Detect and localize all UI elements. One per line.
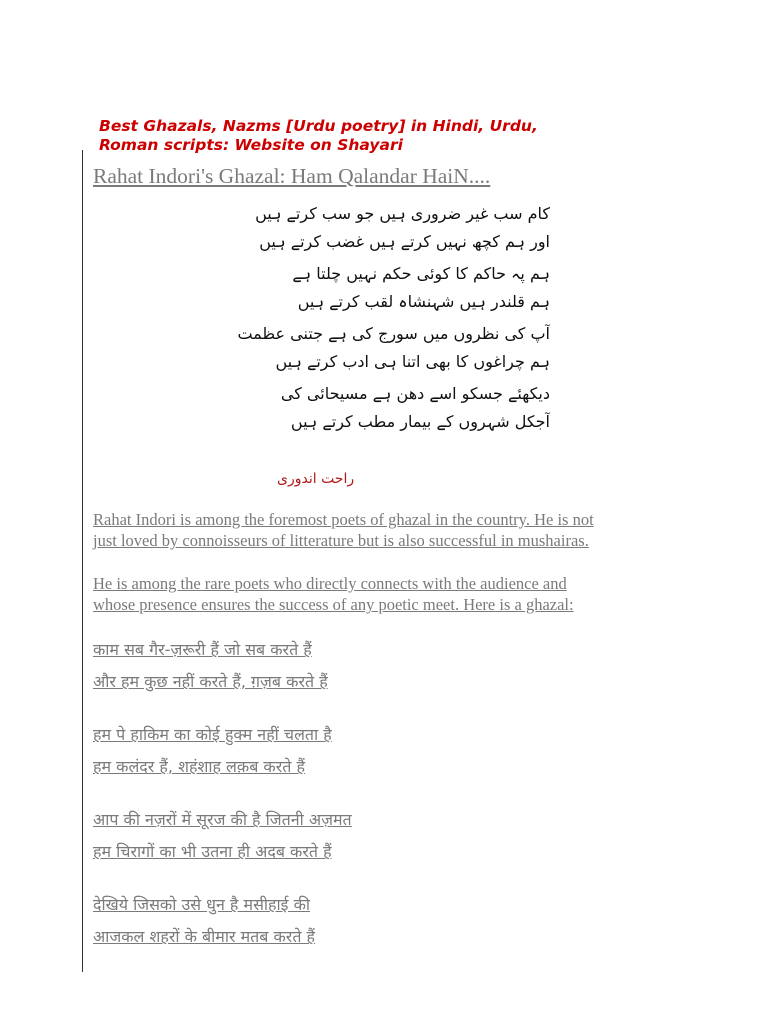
- hindi-line: और हम कुछ नहीं करते हैं, ग़ज़ब करते हैं: [93, 672, 328, 691]
- urdu-line: ہم قلندر ہیں شہنشاہ لقب کرتے ہیں: [297, 292, 550, 311]
- second-paragraph[interactable]: [93, 573, 693, 615]
- intro-paragraph[interactable]: [93, 509, 693, 551]
- paragraph-line: just loved by connoisseurs of litterature but is also successful in mushairas.: [93, 531, 589, 550]
- urdu-line: ہم چراغوں کا بھی اتنا ہی ادب کرتے ہیں: [275, 352, 550, 371]
- post-title-link[interactable]: Rahat Indori's Ghazal: Ham Qalandar HaiN....: [93, 164, 491, 188]
- hindi-couplet-2[interactable]: [93, 719, 332, 783]
- hindi-line: हम कलंदर हैं, शहंशाह लक़ब करते हैं: [93, 757, 305, 776]
- paragraph-line: Rahat Indori is among the foremost poets of ghazal in the country. He is not: [93, 510, 594, 529]
- urdu-text-block: [215, 200, 550, 436]
- hindi-line: हम पे हाकिम का कोई हुक्म नहीं चलता है: [93, 725, 332, 744]
- hindi-couplet-4[interactable]: [93, 889, 315, 953]
- hindi-line: आजकल शहरों के बीमार मतब करते हैं: [93, 927, 316, 946]
- hindi-couplet-1[interactable]: [93, 634, 328, 698]
- urdu-line: ہم پہ حاکم کا کوئی حکم نہیں چلتا ہے: [292, 264, 550, 283]
- hindi-couplet-3[interactable]: [93, 804, 352, 868]
- site-banner[interactable]: [99, 117, 619, 155]
- left-margin-rule: [82, 150, 83, 972]
- hindi-line: काम सब गैर-ज़रूरी हैं जो सब करते हैं: [93, 640, 312, 659]
- urdu-line: کام سب غیر ضروری ہیں جو سب کرتے ہیں: [255, 204, 550, 223]
- urdu-line: اور ہم کچھ نہیں کرتے ہیں غضب کرتے ہیں: [259, 232, 550, 251]
- hindi-line: आप की नज़रों में सूरज की है जितनी अज़मत: [93, 810, 352, 829]
- paragraph-line: He is among the rare poets who directly connects with the audience and: [93, 574, 567, 593]
- hindi-line: हम चिरागों का भी उतना ही अदब करते हैं: [93, 842, 332, 861]
- urdu-ghazal-image: [205, 190, 560, 495]
- site-banner-line: Roman scripts: Website on Shayari: [99, 136, 403, 154]
- site-banner-line: Best Ghazals, Nazms [Urdu poetry] in Hindi, Urdu,: [99, 117, 538, 135]
- paragraph-line: whose presence ensures the success of any poetic meet. Here is a ghazal:: [93, 595, 574, 614]
- urdu-line: آجکل شہروں کے بیمار مطب کرتے ہیں: [290, 412, 550, 431]
- urdu-line: دیکھئے جسکو اسے دھن ہے مسیحائی کی: [280, 384, 550, 403]
- hindi-line: देखिये जिसको उसे धुन है मसीहाई की: [93, 895, 311, 914]
- urdu-line: آپ کی نظروں میں سورج کی ہے جتنی عظمت: [237, 324, 550, 343]
- poet-signature: راحت اندوری: [277, 471, 355, 487]
